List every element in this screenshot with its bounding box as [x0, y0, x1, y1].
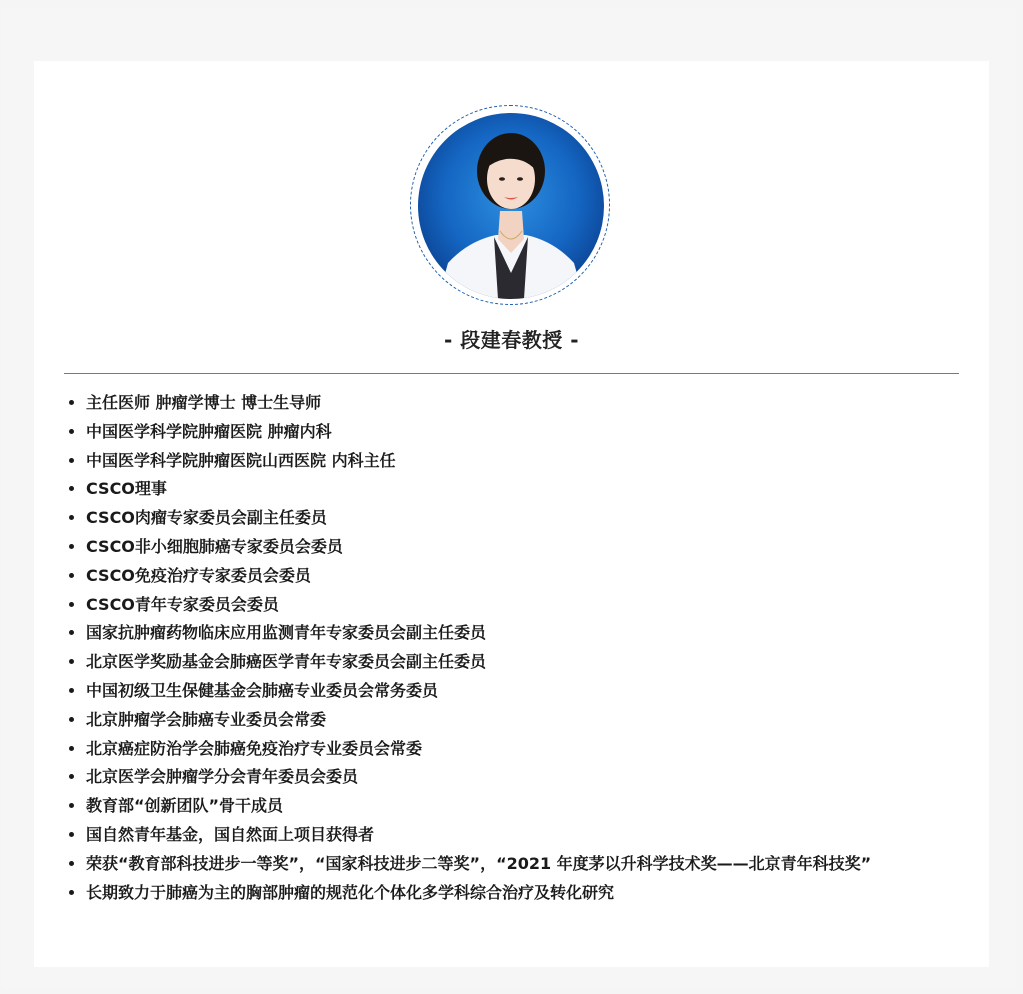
avatar — [418, 113, 604, 299]
list-item: • CSCO非小细胞肺癌专家委员会委员 — [86, 533, 976, 562]
list-item: • 北京医学会肿瘤学分会青年委员会委员 — [86, 763, 976, 792]
list-item: • 北京肿瘤学会肺癌专业委员会常委 — [86, 706, 976, 735]
list-item: • 主任医师 肿瘤学博士 博士生导师 — [86, 389, 976, 418]
list-item: • 教育部“创新团队”骨干成员 — [86, 792, 976, 821]
list-item: • CSCO青年专家委员会委员 — [86, 591, 976, 620]
list-item: • 中国医学科学院肿瘤医院山西医院 内科主任 — [86, 447, 976, 476]
portrait-image — [418, 113, 604, 299]
list-item: • 北京癌症防治学会肺癌免疫治疗专业委员会常委 — [86, 735, 976, 764]
list-item: • 国家抗肿瘤药物临床应用监测青年专家委员会副主任委员 — [86, 619, 976, 648]
divider — [64, 373, 959, 374]
credentials-list — [66, 389, 976, 907]
page-title: - 段建春教授 - — [443, 328, 580, 352]
list-item: • 中国初级卫生保健基金会肺癌专业委员会常务委员 — [86, 677, 976, 706]
page-background — [2, 8, 1016, 988]
list-item: • CSCO理事 — [86, 475, 976, 504]
list-item: • CSCO肉瘤专家委员会副主任委员 — [86, 504, 976, 533]
list-item: • 国自然青年基金，国自然面上项目获得者 — [86, 821, 976, 850]
list-item: • 北京医学奖励基金会肺癌医学青年专家委员会副主任委员 — [86, 648, 976, 677]
profile-card — [34, 61, 989, 967]
list-item: • 荣获“教育部科技进步一等奖”，“国家科技进步二等奖”，“2021 年度茅以升科学技术奖——北京青年科技奖” — [86, 850, 976, 879]
list-item: • CSCO免疫治疗专家委员会委员 — [86, 562, 976, 591]
list-item: • 长期致力于肺癌为主的胸部肿瘤的规范化个体化多学科综合治疗及转化研究 — [86, 879, 976, 908]
list-item: • 中国医学科学院肿瘤医院 肿瘤内科 — [86, 418, 976, 447]
